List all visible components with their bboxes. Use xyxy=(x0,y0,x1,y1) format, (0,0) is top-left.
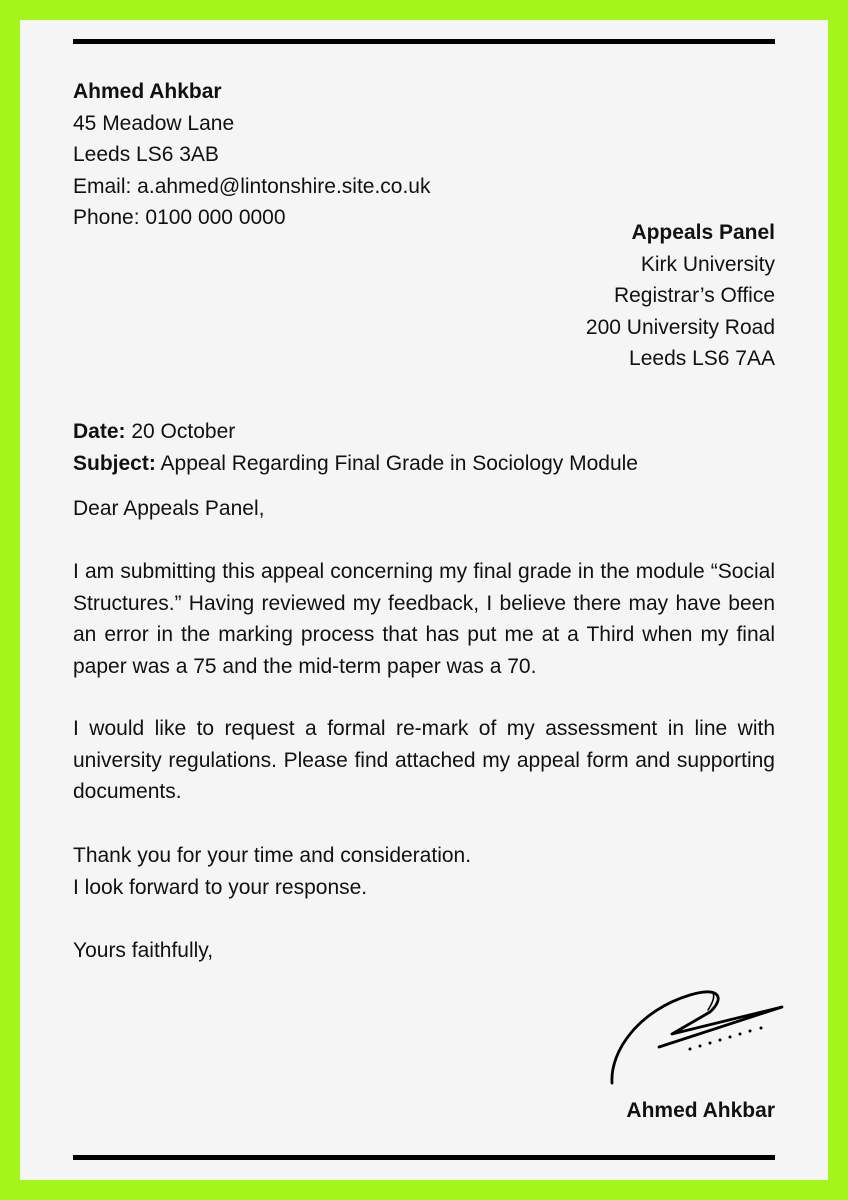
thanks-paragraph xyxy=(73,840,775,903)
sender-phone: Phone: 0100 000 0000 xyxy=(73,206,286,229)
subject-line xyxy=(73,448,638,480)
bottom-divider xyxy=(73,1155,775,1160)
date-label: Date: xyxy=(73,420,126,443)
subject-value: Appeal Regarding Final Grade in Sociology Module xyxy=(155,451,638,475)
greeting: Dear Appeals Panel, xyxy=(73,497,265,520)
paragraph-2: I would like to request a formal re-mark of my assessment in line with university regulations. Please find attached my appeal form and supporting documents. xyxy=(73,717,775,803)
closing: Yours faithfully, xyxy=(73,939,214,962)
signature-icon xyxy=(605,985,785,1095)
sender-address-line1: 45 Meadow Lane xyxy=(73,111,235,135)
sender-email: Email: a.ahmed@lintonshire.site.co.uk xyxy=(73,174,431,198)
recipient-line3: 200 University Road xyxy=(585,315,775,339)
thanks-line-2: I look forward to your response. xyxy=(73,875,368,899)
sender-address-line2: Leeds LS6 3AB xyxy=(73,143,219,166)
sender-address-block xyxy=(73,76,430,234)
signature-printed-name: Ahmed Ahkbar xyxy=(626,1099,775,1122)
date-value: 20 October xyxy=(125,420,236,443)
top-divider xyxy=(73,39,775,44)
recipient-address-block xyxy=(586,217,775,375)
thanks-line-1: Thank you for your time and consideration. xyxy=(73,844,472,867)
letter-page xyxy=(20,20,828,1180)
recipient-name: Appeals Panel xyxy=(631,221,775,244)
date-line xyxy=(73,416,638,448)
sender-name: Ahmed Ahkbar xyxy=(73,80,222,103)
subject-label: Subject: xyxy=(73,451,156,475)
recipient-line2: Registrar’s Office xyxy=(613,284,775,307)
recipient-line1: Kirk University xyxy=(640,252,775,276)
recipient-line4: Leeds LS6 7AA xyxy=(629,347,775,370)
paragraph-1: I am submitting this appeal concerning my final grade in the module “Social Structures.” Having reviewed my feedback, I believe there may have been an error in the marking process that has put me at a Third when my final paper was a 75 and the mid-term paper was a 70. xyxy=(73,560,775,678)
letter-meta xyxy=(73,416,638,479)
